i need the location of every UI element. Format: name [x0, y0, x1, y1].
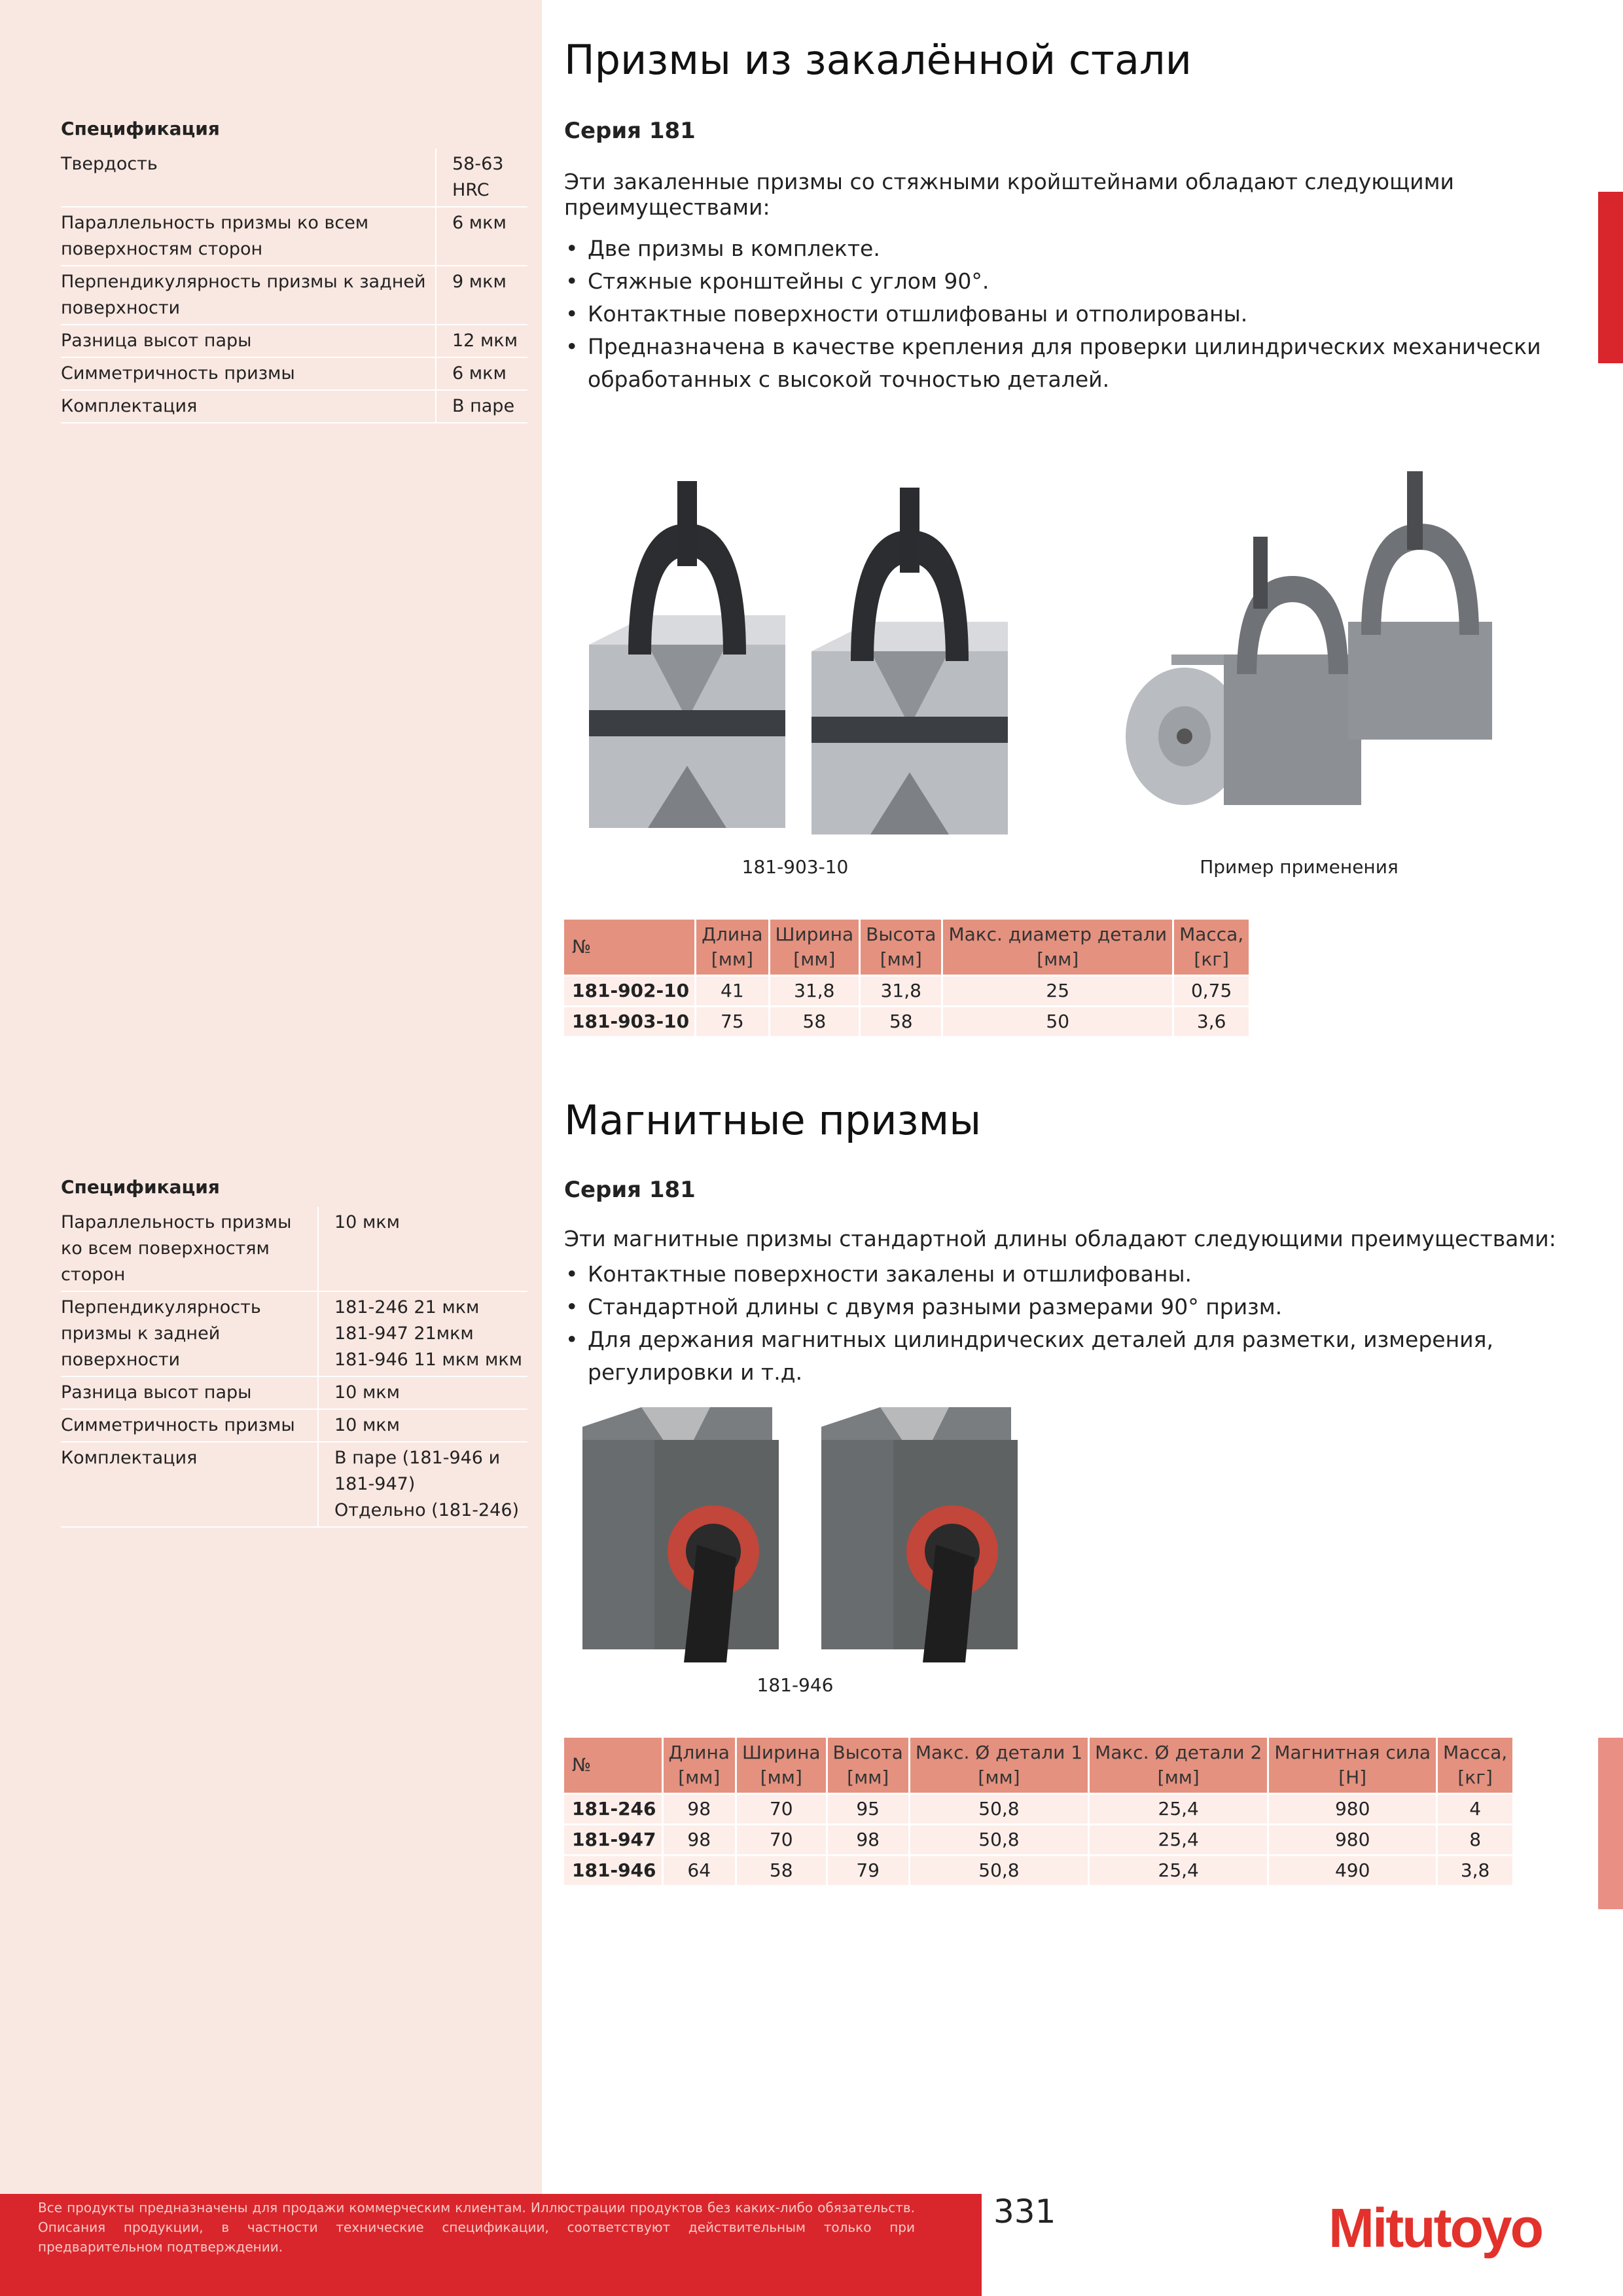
table-header-cell: Длина [мм] — [662, 1738, 736, 1794]
feature-item: • Стандартной длины с двумя разными размерами 90° призм. — [564, 1291, 1585, 1323]
spec-key: Перпендикулярность призмы к задней поверхности — [61, 266, 436, 325]
table-cell: 50,8 — [909, 1794, 1088, 1825]
table-cell: 70 — [736, 1794, 827, 1825]
section1-spec-panel — [61, 118, 527, 423]
table-row — [564, 1007, 1249, 1037]
table-header-cell: Ширина [мм] — [736, 1738, 827, 1794]
spec-row — [61, 149, 527, 207]
spec-value: 10 мкм — [318, 1376, 527, 1409]
table-cell: 181-902-10 — [564, 976, 696, 1007]
spec-key: Параллельность призмы ко всем поверхностям сторон — [61, 1207, 318, 1291]
table-cell: 490 — [1268, 1856, 1437, 1886]
spec-key: Параллельность призмы ко всем поверхностям сторон — [61, 207, 436, 266]
section1-data-table — [564, 920, 1249, 1036]
table-cell: 25,4 — [1089, 1794, 1268, 1825]
spec-table — [61, 1207, 527, 1528]
spec-row — [61, 1376, 527, 1409]
spec-key: Перпендикулярность призмы к задней поверхности — [61, 1291, 318, 1376]
spec-value: 10 мкм — [318, 1207, 527, 1291]
feature-item: • Стяжные кронштейны с углом 90°. — [564, 265, 1585, 298]
feature-item: • Две призмы в комплекте. — [564, 232, 1585, 265]
feature-item: • Контактные поверхности отшлифованы и отполированы. — [564, 298, 1585, 331]
spec-value: 6 мкм — [436, 207, 527, 266]
table-header-cell: Высота [мм] — [827, 1738, 909, 1794]
table-cell: 980 — [1268, 1825, 1437, 1856]
spec-key: Твердость — [61, 149, 436, 207]
table-cell: 31,8 — [860, 976, 942, 1007]
table-cell: 50 — [942, 1007, 1173, 1037]
table-cell: 58 — [736, 1856, 827, 1886]
table-cell: 25,4 — [1089, 1825, 1268, 1856]
section1-series: Серия 181 — [564, 118, 696, 144]
section1-intro: Эти закаленные призмы со стяжными кройштейнами обладают следующими преимуществами: — [564, 169, 1454, 220]
section2-series: Серия 181 — [564, 1177, 696, 1203]
table-header-cell: № — [564, 920, 696, 976]
magnetic-vblock-illustration — [569, 1388, 1034, 1676]
caption-181-946: 181-946 — [757, 1674, 834, 1696]
footer-disclaimer: Все продукты предназначены для продажи коммерческим клиентам. Иллюстрации продуктов без каких-либо обязательств. Описания продукции, в частности технические спецификации, соответствуют действительным только при предварительном подтверждении. — [38, 2200, 915, 2255]
table-header-cell: Высота [мм] — [860, 920, 942, 976]
table-cell: 181-947 — [564, 1825, 662, 1856]
table-row — [564, 1856, 1512, 1886]
table-row — [564, 976, 1249, 1007]
table-cell: 98 — [662, 1794, 736, 1825]
brand-logo: Mitutoyo — [1329, 2197, 1542, 2259]
table-cell: 50,8 — [909, 1856, 1088, 1886]
table-header-cell: Магнитная сила [Н] — [1268, 1738, 1437, 1794]
spec-heading: Спецификация — [61, 118, 220, 139]
spec-key: Комплектация — [61, 1442, 318, 1527]
spec-value: В паре (181-946 и 181-947) Отдельно (181-246) — [318, 1442, 527, 1527]
spec-key: Симметричность призмы — [61, 1409, 318, 1442]
spec-value: 6 мкм — [436, 357, 527, 390]
table-header-cell: Ширина [мм] — [769, 920, 860, 976]
table-cell: 98 — [827, 1825, 909, 1856]
table-row — [564, 1825, 1512, 1856]
table-header-cell: Масса, [кг] — [1437, 1738, 1513, 1794]
table-cell: 31,8 — [769, 976, 860, 1007]
feature-item: • Предназначена в качестве крепления для проверки цилиндрических механически обработанных с высокой точностью деталей. — [564, 331, 1585, 396]
spec-value: 58-63 HRC — [436, 149, 527, 207]
section1-feature-list — [564, 232, 1585, 396]
spec-row — [61, 1291, 527, 1376]
spec-value: 181-246 21 мкм 181-947 21мкм 181-946 11 мкм мкм — [318, 1291, 527, 1376]
table-cell: 58 — [860, 1007, 942, 1037]
table-cell: 79 — [827, 1856, 909, 1886]
spec-key: Симметричность призмы — [61, 357, 436, 390]
section2-feature-list — [564, 1258, 1585, 1389]
spec-row — [61, 266, 527, 325]
spec-value: 12 мкм — [436, 325, 527, 357]
table-row — [564, 1794, 1512, 1825]
spec-key: Разница высот пары — [61, 1376, 318, 1409]
section2-spec-panel — [61, 1176, 527, 1528]
table-cell: 0,75 — [1173, 976, 1249, 1007]
caption-application-example: Пример применения — [1200, 856, 1399, 878]
edge-tab-marker-secondary — [1598, 1738, 1623, 1909]
table-cell: 3,6 — [1173, 1007, 1249, 1037]
application-example-illustration — [1113, 458, 1531, 825]
spec-key: Комплектация — [61, 390, 436, 423]
section1-title: Призмы из закалённой стали — [564, 36, 1192, 84]
table-cell: 25,4 — [1089, 1856, 1268, 1886]
table-cell: 3,8 — [1437, 1856, 1513, 1886]
table-header-cell: Макс. Ø детали 2 [мм] — [1089, 1738, 1268, 1794]
section2-data-table — [564, 1738, 1512, 1885]
table-cell: 75 — [696, 1007, 769, 1037]
caption-181-903-10: 181-903-10 — [741, 856, 849, 878]
spec-row — [61, 1409, 527, 1442]
table-header-cell: Макс. Ø детали 1 [мм] — [909, 1738, 1088, 1794]
table-cell: 41 — [696, 976, 769, 1007]
spec-row — [61, 1207, 527, 1291]
table-cell: 181-246 — [564, 1794, 662, 1825]
spec-row — [61, 357, 527, 390]
spec-row — [61, 207, 527, 266]
table-cell: 4 — [1437, 1794, 1513, 1825]
table-cell: 70 — [736, 1825, 827, 1856]
spec-table — [61, 149, 527, 423]
spec-row — [61, 1442, 527, 1527]
table-cell: 98 — [662, 1825, 736, 1856]
section2-intro: Эти магнитные призмы стандартной длины обладают следующими преимуществами: — [564, 1226, 1556, 1251]
table-header-cell: Длина [мм] — [696, 920, 769, 976]
table-cell: 50,8 — [909, 1825, 1088, 1856]
table-cell: 181-903-10 — [564, 1007, 696, 1037]
page-number: 331 — [993, 2193, 1056, 2231]
steel-vblock-pair-illustration — [569, 458, 1027, 851]
table-header-cell: Макс. диаметр детали [мм] — [942, 920, 1173, 976]
feature-item: • Для держания магнитных цилиндрических деталей для разметки, измерения, регулировки и т.д. — [564, 1323, 1585, 1389]
table-cell: 64 — [662, 1856, 736, 1886]
table-header-cell: № — [564, 1738, 662, 1794]
spec-value: 10 мкм — [318, 1409, 527, 1442]
section2-title: Магнитные призмы — [564, 1096, 982, 1144]
table-cell: 980 — [1268, 1794, 1437, 1825]
table-cell: 58 — [769, 1007, 860, 1037]
table-header-cell: Масса, [кг] — [1173, 920, 1249, 976]
table-cell: 95 — [827, 1794, 909, 1825]
spec-row — [61, 325, 527, 357]
edge-tab-marker — [1598, 192, 1623, 363]
feature-item: • Контактные поверхности закалены и отшлифованы. — [564, 1258, 1585, 1291]
spec-heading: Спецификация — [61, 1176, 220, 1198]
spec-value: 9 мкм — [436, 266, 527, 325]
table-cell: 181-946 — [564, 1856, 662, 1886]
table-cell: 25 — [942, 976, 1173, 1007]
spec-value: В паре — [436, 390, 527, 423]
table-cell: 8 — [1437, 1825, 1513, 1856]
spec-key: Разница высот пары — [61, 325, 436, 357]
spec-row — [61, 390, 527, 423]
